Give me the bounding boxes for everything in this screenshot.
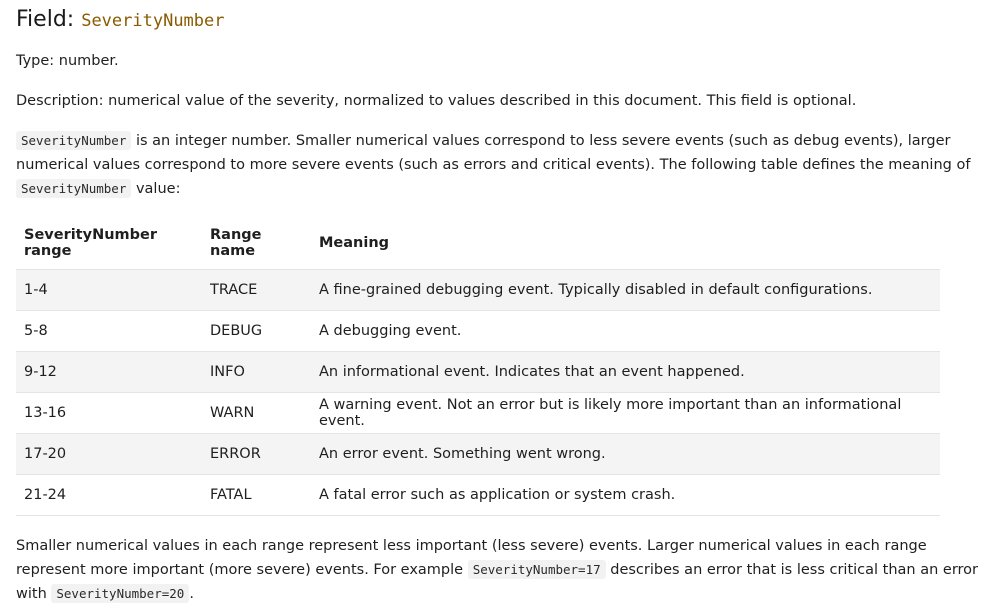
inline-code: SeverityNumber=17 bbox=[468, 560, 606, 579]
table-header-row bbox=[16, 217, 940, 270]
cell-name: WARN bbox=[202, 393, 311, 434]
field-description: Description: numerical value of the severity, normalized to values described in this document. This field is optional. bbox=[16, 93, 857, 109]
inline-code: SeverityNumber bbox=[16, 131, 131, 150]
cell-meaning: A fine-grained debugging event. Typically disabled in default configurations. bbox=[311, 270, 940, 311]
cell-meaning: A debugging event. bbox=[311, 311, 940, 352]
after-paragraph bbox=[16, 534, 988, 606]
table-row bbox=[16, 475, 940, 516]
field-heading-code: SeverityNumber bbox=[81, 11, 225, 31]
cell-meaning: A warning event. Not an error but is likely more important than an informational event. bbox=[311, 393, 940, 434]
cell-meaning: An informational event. Indicates that an event happened. bbox=[311, 352, 940, 393]
cell-name: FATAL bbox=[202, 475, 311, 516]
after-text: Smaller numerical values in each range represent less important (less severe) events. Larger numerical values in each range represent more important (more severe) events. For example bbox=[16, 538, 927, 578]
after-text: . bbox=[189, 586, 194, 602]
severity-table bbox=[16, 217, 940, 516]
inline-code: SeverityNumber bbox=[16, 179, 131, 198]
field-heading bbox=[16, 0, 988, 35]
column-header-range: SeverityNumber range bbox=[16, 217, 202, 270]
cell-name: TRACE bbox=[202, 270, 311, 311]
field-type: Type: number. bbox=[16, 53, 119, 69]
cell-name: INFO bbox=[202, 352, 311, 393]
table-row bbox=[16, 311, 940, 352]
cell-range: 5-8 bbox=[16, 311, 202, 352]
column-header-name: Range name bbox=[202, 217, 311, 270]
after-text: describes an error that is less critical than an error with bbox=[16, 562, 979, 602]
cell-name: DEBUG bbox=[202, 311, 311, 352]
cell-range: 17-20 bbox=[16, 434, 202, 475]
cell-meaning: A fatal error such as application or system crash. bbox=[311, 475, 940, 516]
inline-code: SeverityNumber=20 bbox=[51, 584, 189, 603]
intro-paragraph bbox=[16, 129, 988, 201]
cell-range: 21-24 bbox=[16, 475, 202, 516]
cell-meaning: An error event. Something went wrong. bbox=[311, 434, 940, 475]
table-row bbox=[16, 393, 940, 434]
table-row bbox=[16, 434, 940, 475]
intro-text: value: bbox=[131, 181, 181, 197]
field-heading-prefix: Field: bbox=[16, 7, 75, 32]
cell-range: 13-16 bbox=[16, 393, 202, 434]
column-header-meaning: Meaning bbox=[311, 217, 940, 270]
cell-range: 1-4 bbox=[16, 270, 202, 311]
table-row bbox=[16, 352, 940, 393]
intro-text: is an integer number. Smaller numerical values correspond to less severe events (such as debug events), larger numerical values correspond to more severe events (such as errors and critical events). The following table defines the meaning of bbox=[16, 133, 971, 173]
cell-range: 9-12 bbox=[16, 352, 202, 393]
cell-name: ERROR bbox=[202, 434, 311, 475]
table-row bbox=[16, 270, 940, 311]
